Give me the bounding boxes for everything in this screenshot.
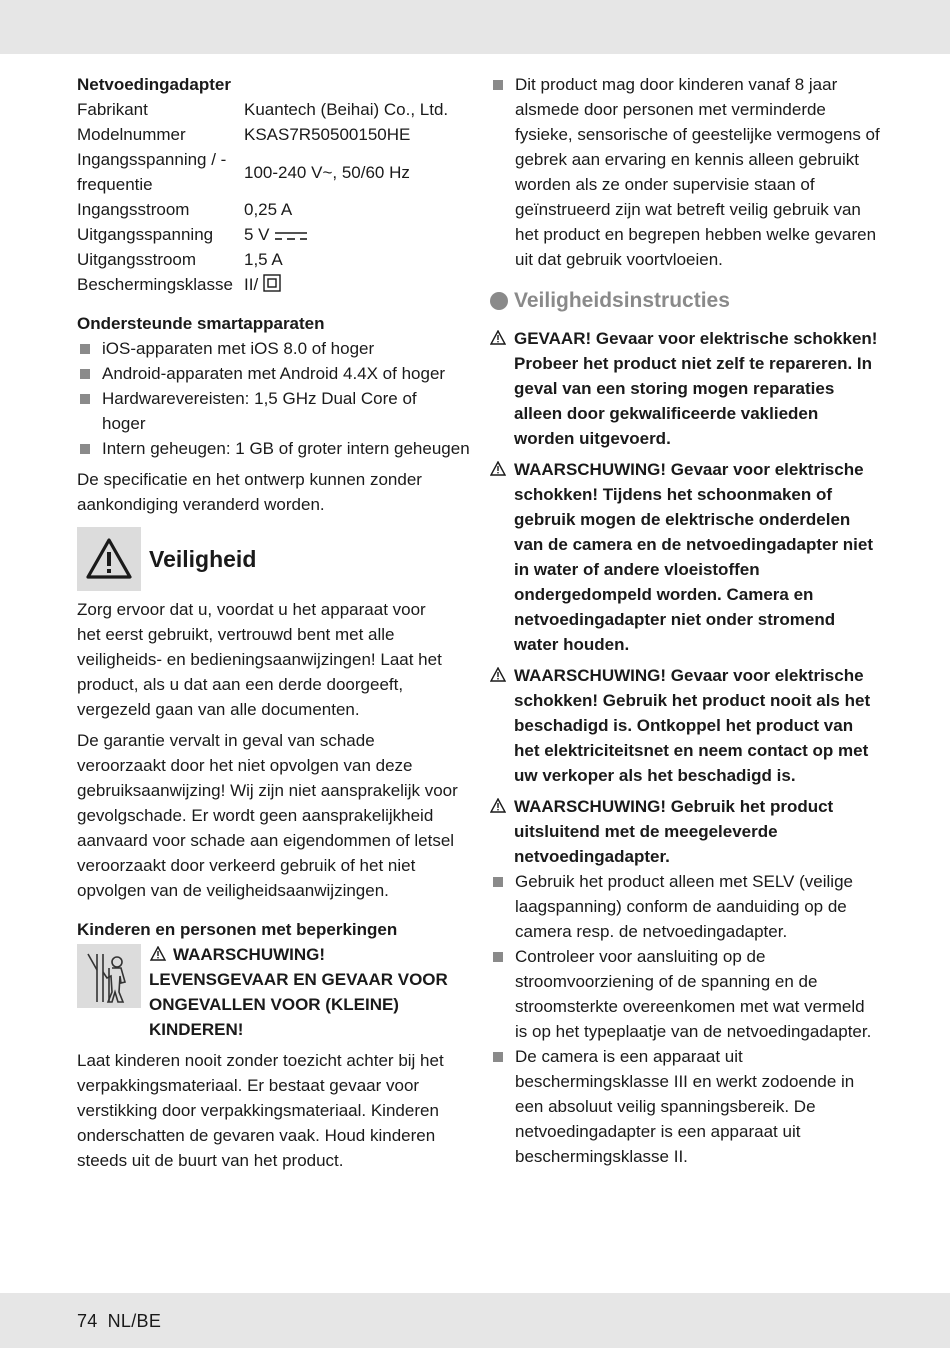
bullet-square-icon: [80, 394, 90, 404]
warning-item: [490, 663, 880, 788]
section-dot-icon: [490, 292, 508, 310]
spec-value: 0,25 A: [244, 200, 293, 219]
kids-warning-text: WAARSCHUWING! LEVENSGEVAAR EN GEVAAR VOOR ONGEVALLEN VOOR (KLEINE) KINDEREN!: [149, 945, 448, 1039]
bullet-square-icon: [493, 80, 503, 90]
warning-text: WAARSCHUWING! Gevaar voor elektrische schokken! Gebruik het product nooit als het beschadigd is. Ontkoppel het product van het elektriciteitsnet en neem contact op met uw verkoper als het beschadigd is.: [514, 666, 871, 785]
kids-text: Laat kinderen nooit zonder toezicht achter bij het verpakkingsmateriaal. Er bestaat gevaar voor verstikking door verpakkingsmateriaal. Kinderen onderschatten de gevaren vaak. Houd kinderen steeds uit de buurt van het product.: [77, 1051, 444, 1170]
warning-icon: [490, 461, 506, 476]
spec-row: [77, 122, 467, 147]
spec-row: [77, 247, 467, 272]
page-number: 74: [77, 1311, 98, 1331]
spec-key: Uitgangsspanning: [77, 225, 214, 244]
devices-heading: Ondersteunde smartapparaten: [77, 314, 325, 333]
spec-row: [77, 197, 467, 222]
kids-warning: [149, 942, 467, 1042]
spec-key: Ingangsstroom: [77, 200, 190, 219]
warning-text: WAARSCHUWING! Gevaar voor elektrische schokken! Tijdens het schoonmaken of gebruik mogen de elektrische onderdelen van de camera en de netvoedingadapter niet in water of andere vloeistoffen ondergedompeld worden. Camera en netvoedingadapter niet onder stromend water houden.: [514, 460, 874, 654]
spec-key: Ingangsspanning / -frequentie: [77, 150, 227, 194]
section-header: [490, 286, 880, 316]
warranty-text: De garantie vervalt in geval van schade veroorzaakt door het niet opvolgen van deze gebruiksaanwijzing! Wij zijn niet aansprakelijk voor gevolgschade. Er wordt geen aansprakelijkheid aanvaard voor schade aan eigendommen of letsel veroorzaakt door verkeerd gebruik of het niet opvolgen van de veiligheidsaanwijzingen.: [77, 731, 458, 900]
list-item: [490, 944, 880, 1044]
list-item: [490, 1044, 880, 1169]
spec-value: 100-240 V~, 50/60 Hz: [244, 162, 410, 182]
right-column: [490, 72, 880, 1169]
spec-row: [77, 97, 467, 122]
spec-value-cell: [244, 222, 467, 247]
spec-key: Beschermingsklasse: [77, 275, 233, 294]
warning-triangle-icon: [77, 527, 141, 591]
spec-note: De specificatie en het ontwerp kunnen zonder aankondiging veranderd worden.: [77, 470, 422, 514]
warning-item: [490, 457, 880, 657]
list-item-text: Dit product mag door kinderen vanaf 8 jaar alsmede door personen met verminderde fysieke, sensorische of geestelijke vermogens of gebrek aan ervaring en kennis alleen gebruikt worden als ze onder supervisie staan of geïnstrueerd zijn wat betreft veilig gebruik van het product en begrepen hebben welke gevaren uit dat gebruik voortvloeien.: [515, 75, 880, 269]
bullet-square-icon: [80, 369, 90, 379]
list-item: [490, 869, 880, 944]
left-column: [77, 72, 470, 1173]
warning-item: [490, 794, 880, 869]
bullet-square-icon: [493, 877, 503, 887]
list-item: [77, 361, 467, 386]
list-item: [77, 336, 467, 361]
list-item-text: Hardwarevereisten: 1,5 GHz Dual Core of hoger: [102, 389, 417, 433]
bullet-square-icon: [80, 344, 90, 354]
list-item-text: De camera is een apparaat uit beschermingsklasse III en werkt zodoende in een absoluut veilig spanningsbereik. De netvoedingadapter is een apparaat uit beschermingsklasse II.: [515, 1047, 855, 1166]
list-item-text: iOS-apparaten met iOS 8.0 of hoger: [102, 339, 375, 358]
warning-icon: [149, 946, 167, 961]
dc-symbol-icon: [274, 230, 308, 242]
locale-label: NL/BE: [107, 1311, 162, 1331]
child-hazard-icon: [77, 944, 141, 1008]
bullet-square-icon: [493, 952, 503, 962]
devices-list: [77, 336, 470, 461]
warning-text: GEVAAR! Gevaar voor elektrische schokken! Probeer het product niet zelf te repareren. In geval van een storing mogen reparaties alleen door gekwalificeerde vaklieden worden uitgevoerd.: [514, 329, 878, 448]
bullet-square-icon: [80, 444, 90, 454]
list-item: [77, 436, 470, 461]
list-item: [77, 386, 422, 436]
class-ii-icon: [263, 274, 281, 292]
safety-header: [77, 527, 467, 591]
spec-key: Fabrikant: [77, 100, 148, 119]
spec-value: II/: [244, 275, 259, 294]
kids-warning-block: [77, 942, 467, 1042]
spec-row: [77, 222, 467, 247]
spec-key: Modelnummer: [77, 125, 186, 144]
spec-heading: Netvoedingadapter: [77, 75, 231, 94]
spec-table: [77, 97, 467, 297]
spec-value: 1,5 A: [244, 250, 283, 269]
warning-icon: [490, 330, 506, 345]
spec-row: [77, 272, 467, 297]
section-title: Veiligheidsinstructies: [514, 289, 730, 312]
safety-intro: Zorg ervoor dat u, voordat u het apparaat voor het eerst gebruikt, vertrouwd bent met alle veiligheids- en bedieningsaanwijzingen! Laat het product, als u dat aan een derde doorgeeft, vergezeld gaan van alle documenten.: [77, 600, 442, 719]
spec-value-cell: [244, 272, 467, 297]
safety-bullets: [490, 869, 880, 1169]
warning-icon: [490, 798, 506, 813]
spec-value: Kuantech (Beihai) Co., Ltd.: [244, 100, 449, 119]
spec-row: [77, 147, 467, 197]
list-item-text: Controleer voor aansluiting op de stroomvoorziening of de spanning en de stroomsterkte overeenkomen met wat vermeld is op het typeplaatje van de netvoedingadapter.: [515, 947, 872, 1041]
list-item-text: Gebruik het product alleen met SELV (veilige laagspanning) conform de aanduiding op de camera resp. de netvoedingadapter.: [515, 872, 853, 941]
warning-text: WAARSCHUWING! Gebruik het product uitsluitend met de meegeleverde netvoedingadapter.: [514, 797, 834, 866]
bullet-square-icon: [493, 1052, 503, 1062]
list-item-text: Intern geheugen: 1 GB of groter intern geheugen: [102, 439, 470, 458]
kids-bullet-list: [490, 72, 880, 272]
list-item-text: Android-apparaten met Android 4.4X of hoger: [102, 364, 446, 383]
safety-title: Veiligheid: [149, 545, 257, 572]
spec-value: KSAS7R50500150HE: [244, 125, 411, 144]
spec-value: 5 V: [244, 225, 270, 244]
footer: [77, 1311, 171, 1332]
warning-icon: [490, 667, 506, 682]
list-item: [490, 72, 880, 272]
kids-heading: Kinderen en personen met beperkingen: [77, 920, 398, 939]
spec-key: Uitgangsstroom: [77, 250, 197, 269]
warning-item: [490, 326, 880, 451]
top-band: [0, 0, 950, 54]
